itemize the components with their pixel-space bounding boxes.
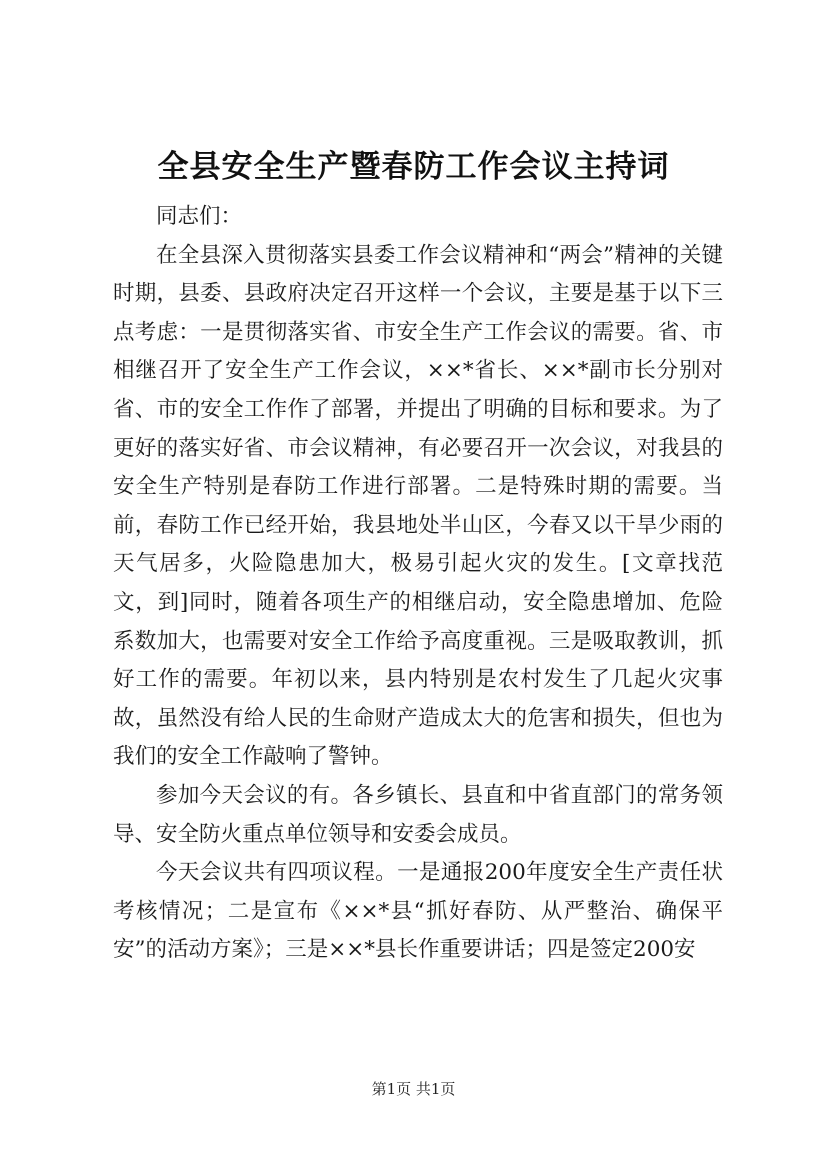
document-body	[113, 198, 723, 970]
document-title: 全县安全生产暨春防工作会议主持词	[157, 149, 670, 185]
page-number: 第1页 共1页	[371, 1080, 456, 1098]
paragraph-agenda: 今天会议共有四项议程。一是通报200年度安全生产责任状考核情况；二是宣布《××*县“抓好春防、从严整治、确保平安”的活动方案》；三是××*县长作重要讲话；四是签定200安	[113, 860, 723, 963]
paragraph-meeting-reasons: 在全县深入贯彻落实县委工作会议精神和“两会”精神的关键时期，县委、县政府决定召开这样一个会议，主要是基于以下三点考虑：一是贯彻落实省、市安全生产工作会议的需要。省、市相继召开了安全生产工作会议，××*省长、××*副市长分别对省、市的安全工作作了部署，并提出了明确的目标和要求。为了更好的落实好省、市会议精神，有必要召开一次会议，对我县的安全生产特别是春防工作进行部署。二是特殊时期的需要。当前，春防工作已经开始，我县地处半山区，今春又以干旱少雨的天气居多，火险隐患加大，极易引起火灾的发生。[文章找范文，到]同时，随着各项生产的相继启动，安全隐患增加、危险系数加大，也需要对安全工作给予高度重视。三是吸取教训，抓好工作的需要。年初以来，县内特别是农村发生了几起火灾事故，虽然没有给人民的生命财产造成太大的危害和损失，但也为我们的安全工作敲响了警钟。	[113, 242, 723, 770]
paragraph-attendees: 参加今天会议的有。各乡镇长、县直和中省直部门的常务领导、安全防火重点单位领导和安委会成员。	[113, 782, 723, 847]
salutation: 同志们：	[156, 204, 243, 229]
